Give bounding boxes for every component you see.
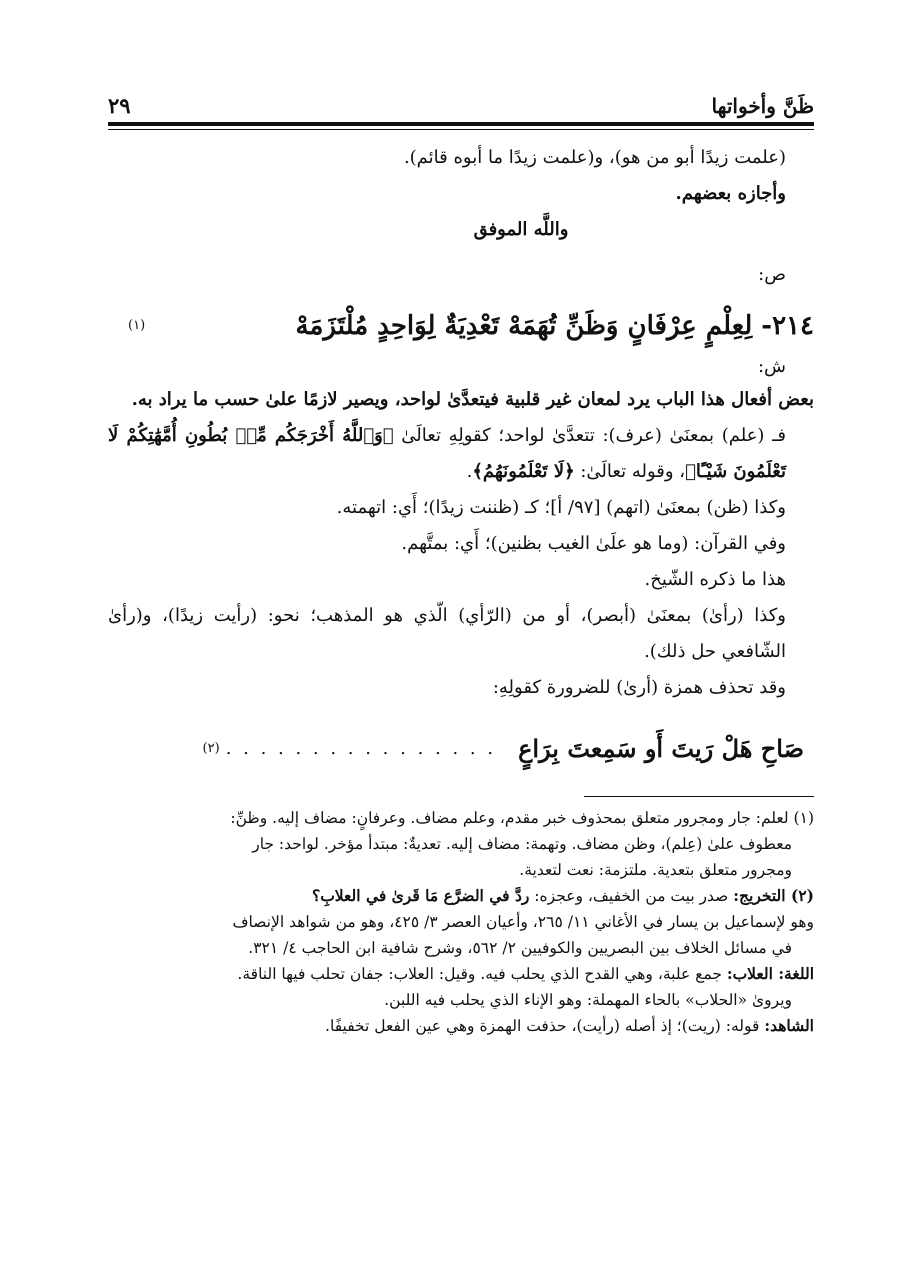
- label-sheen: ش:: [757, 356, 786, 377]
- shahid-label: الشاهد:: [764, 1016, 814, 1035]
- shahid-text: قوله: (ريت)؛ إذ أصله (رأيت)، حذفت الهمزة وهي عين الفعل تخفيفًا.: [325, 1017, 765, 1035]
- footnote-lugha: [108, 961, 814, 987]
- poetry-verse-text: صَاحِ هَلْ رَيتَ أَو سَمِعتَ بِرَاعٍ: [518, 734, 804, 763]
- poetry-verse: [108, 720, 814, 778]
- verse-214: [108, 300, 814, 352]
- header-rule-thin: [108, 129, 814, 130]
- alim-mid: ، وقوله تعالَىٰ:: [574, 461, 686, 482]
- explanation-bold: بعض أفعال هذا الباب يرد لمعان غير قلبية فيتعدَّىٰ لواحد، ويصير لازمًا علىٰ حسب ما يراد به.: [131, 389, 814, 410]
- alim-end: .: [466, 461, 473, 482]
- footnote-2-line-2: وهو لإسماعيل بن يسار في الأغاني ١١/ ٢٦٥، وأعيان العصر ٣/ ٤٢٥، وهو من شواهد الإنصاف: [232, 913, 814, 931]
- paragraph-hamza: وقد تحذف همزة (أرىٰ) للضرورة كقولِهِ:: [492, 677, 786, 698]
- closing-phrase: واللَّه الموفق: [473, 219, 569, 240]
- lugha-text: جمع علبة، وهي القدح الذي يحلب فيه. وقيل: العلاب: جفان تحلب فيها الناقة.: [237, 965, 727, 983]
- quran-quote-1: ﴿وَٱللَّهُ أَخْرَجَكُم مِّنۢ بُطُونِ أُمَّهَٰتِكُمْ لَا تَعْلَمُونَ شَيْـًٔا﴾: [108, 425, 786, 482]
- footnote-lugha-line-2: ويروىٰ «الحلاب» بالحاء المهملة: وهو الإناء الذي يحلب فيه اللبن.: [384, 991, 792, 1009]
- footnote-1-line-2: معطوف علىٰ (عِلم)، وظن مضاف. وتهمة: مضاف إليه. تعديةٌ: مبتدأ مؤخر. لواحد: جار: [252, 835, 792, 853]
- running-title: ظَنَّ وأخواتها: [711, 94, 814, 118]
- paragraph-quran: وفي القرآن: (وما هو علَىٰ الغيب بظنين)؛ أَي: بمتَّهم.: [401, 533, 786, 554]
- page-header: [108, 84, 814, 118]
- footnote-ref-2: (٢): [202, 741, 220, 756]
- poetry-verse-dots: . . . . . . . . . . . . . . . .: [225, 738, 497, 759]
- label-sad: ص:: [758, 264, 786, 285]
- lugha-label: اللغة:: [778, 964, 814, 983]
- footnote-2-line-3: في مسائل الخلاف بين البصريين والكوفيين ٢/ ٥٦٢، وشرح شافية ابن الحاجب ٤/ ٣٢١.: [248, 939, 792, 957]
- quran-quote-2: ﴿لَا تَعْلَمُونَهُمُ﴾: [472, 461, 575, 482]
- footnote-2-text: صدر بيت من الخفيف، وعجزه:: [529, 887, 734, 905]
- footnote-1-line-1: (١) لعلم: جار ومجرور متعلق بمحذوف خبر مقدم، وعلم مضاف. وعرفانٍ: مضاف إليه. وظنِّ:: [230, 809, 814, 827]
- lugha-term: العلاب:: [726, 964, 779, 983]
- footnote-1-line-3: ومجرور متعلق بتعدية. ملتزمة: نعت لتعدية.: [519, 861, 792, 879]
- header-rule-thick: [108, 122, 814, 126]
- paragraph-zann: وكذا (ظن) بمعنَىٰ (اتهم) [٩٧/ أ]؛ كـ (ظننت زيدًا)؛ أَي: اتهمته.: [336, 497, 786, 518]
- footnote-2-hemistich: ردَّ في الضرَّع مَا قَرىٰ في العلابِ؟: [311, 886, 530, 905]
- verse-214-text: ٢١٤- لِعِلْمٍ عِرْفَانٍ وَظَنِّ تُهَمَهْ تَعْدِيَةٌ لِوَاحِدٍ مُلْتَزَمَهْ: [295, 311, 814, 341]
- paragraph-sheikh: هذا ما ذكره الشّيخ.: [644, 569, 786, 590]
- footnote-ref-1: (١): [128, 318, 146, 333]
- permission-line: وأجازه بعضهم.: [675, 183, 786, 204]
- alim-start: فـ (علم) بمعنَىٰ (عرف): تتعدَّىٰ لواحد؛ كقولِهِ تعالَىٰ: [393, 425, 786, 446]
- footnote-shahid: [108, 1013, 814, 1039]
- footnote-separator: [584, 796, 814, 797]
- book-page: [108, 84, 814, 1204]
- footnote-2-line-1: [108, 883, 814, 909]
- paragraph-raa: وكذا (رأىٰ) بمعنَىٰ (أبصر)، أو من (الرّأي) الّذي هو المذهب؛ نحو: (رأيت زيدًا)، و(رأىٰ الشّافعي حل ذلك).: [108, 605, 786, 662]
- footnote-2-label: (٢) التخريج:: [733, 886, 814, 905]
- example-line: (علمت زيدًا أبو من هو)، و(علمت زيدًا ما أبوه قائم).: [403, 147, 786, 168]
- paragraph-alim: [108, 418, 814, 490]
- page-number: ٢٩: [108, 93, 131, 118]
